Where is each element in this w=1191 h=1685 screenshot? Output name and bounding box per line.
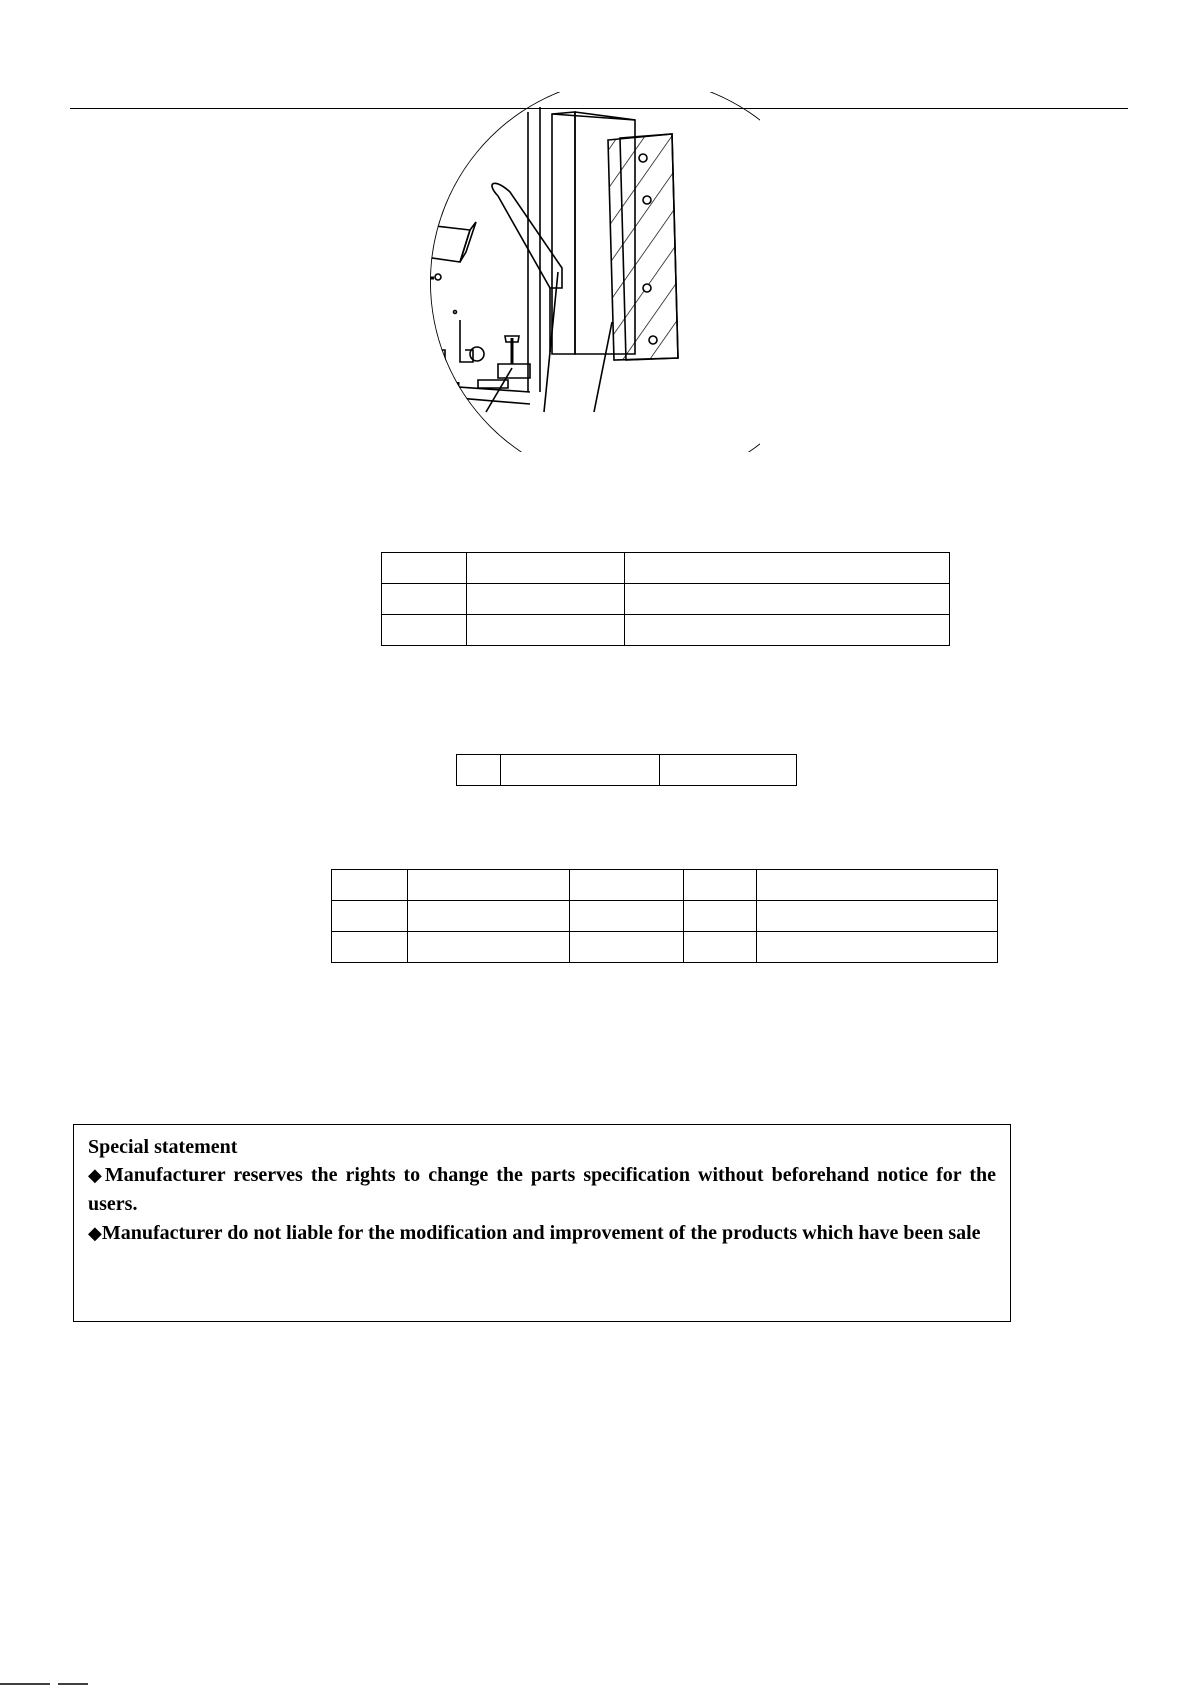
table-cell (408, 901, 570, 932)
table-cell (570, 870, 684, 901)
table-2 (456, 754, 797, 786)
table-cell (684, 932, 757, 963)
special-statement-item-text: Manufacturer do not liable for the modification and improvement of the products which have been sale (101, 1222, 981, 1244)
table-cell (625, 584, 950, 615)
table-cell (467, 584, 625, 615)
diamond-bullet-icon: ◆ (88, 1223, 102, 1244)
diamond-bullet-icon: ◆ (88, 1165, 105, 1186)
table-1 (381, 552, 950, 646)
table-cell (382, 615, 467, 646)
table-cell (408, 932, 570, 963)
special-statement-box (73, 1124, 1011, 1322)
table-cell (457, 755, 501, 786)
table-cell (408, 870, 570, 901)
table-cell (757, 870, 998, 901)
table-row (332, 932, 998, 963)
page-edge-mark (0, 1675, 90, 1685)
table-cell (332, 901, 408, 932)
table-row (382, 584, 950, 615)
machine-mounting-bracket-drawing (380, 92, 760, 452)
table-cell (757, 932, 998, 963)
special-statement-item (88, 1161, 996, 1219)
table-cell (757, 901, 998, 932)
table-cell (570, 932, 684, 963)
table-cell (684, 870, 757, 901)
table-cell (332, 932, 408, 963)
table-cell (625, 615, 950, 646)
special-statement-item (88, 1219, 996, 1248)
table-3 (331, 869, 998, 963)
table-cell (501, 755, 660, 786)
table-row (382, 615, 950, 646)
table-row (332, 901, 998, 932)
table-cell (684, 901, 757, 932)
table-cell (467, 553, 625, 584)
table-cell (625, 553, 950, 584)
table-cell (382, 584, 467, 615)
table-cell (332, 870, 408, 901)
table-cell (660, 755, 797, 786)
special-statement-item-text: Manufacturer reserves the rights to change the parts specification without beforehand notice for the users. (88, 1164, 996, 1215)
table-cell (570, 901, 684, 932)
special-statement-title: Special statement (88, 1136, 238, 1158)
table-cell (382, 553, 467, 584)
table-cell (467, 615, 625, 646)
table-row (382, 553, 950, 584)
table-row (457, 755, 797, 786)
table-row (332, 870, 998, 901)
